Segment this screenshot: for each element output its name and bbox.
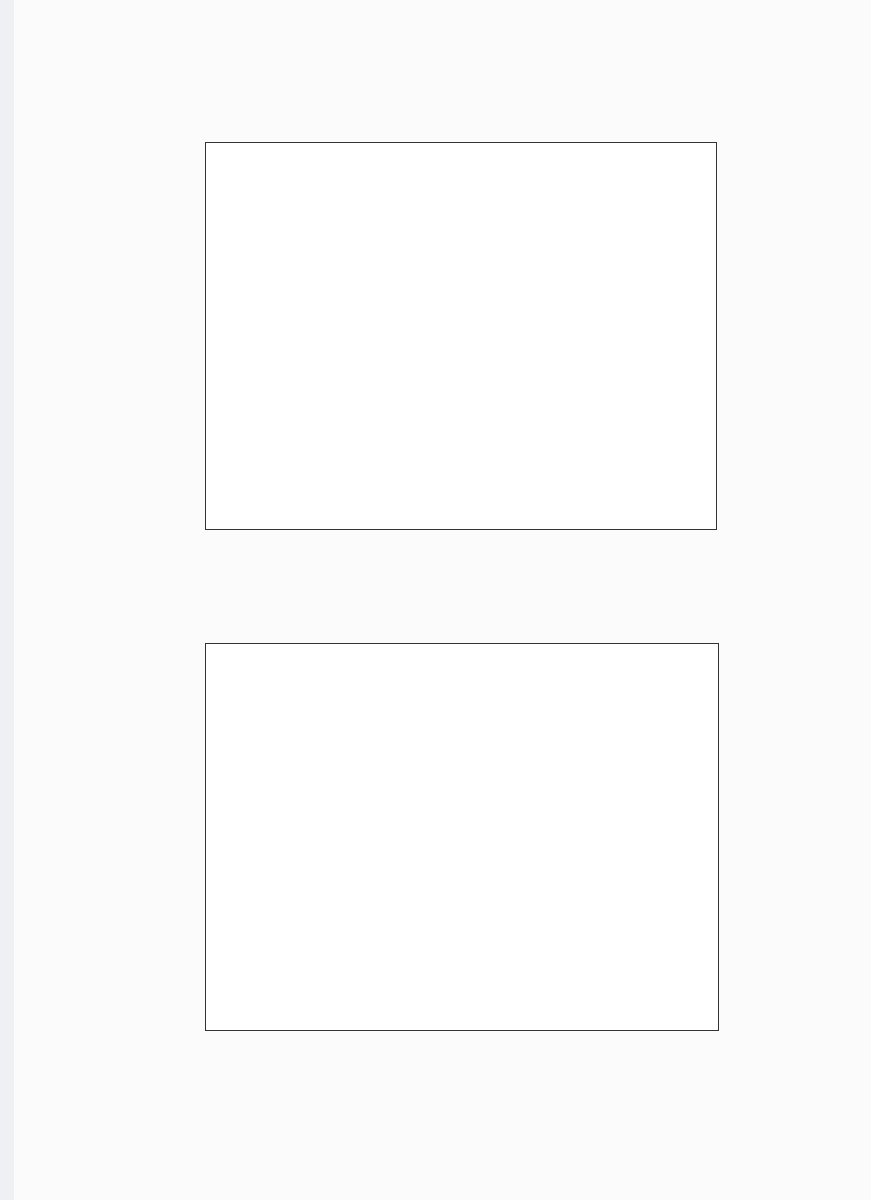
bar-charts-svg	[205, 643, 719, 1031]
line-charts-svg	[205, 142, 717, 530]
page-edge-shadow	[0, 0, 14, 1200]
